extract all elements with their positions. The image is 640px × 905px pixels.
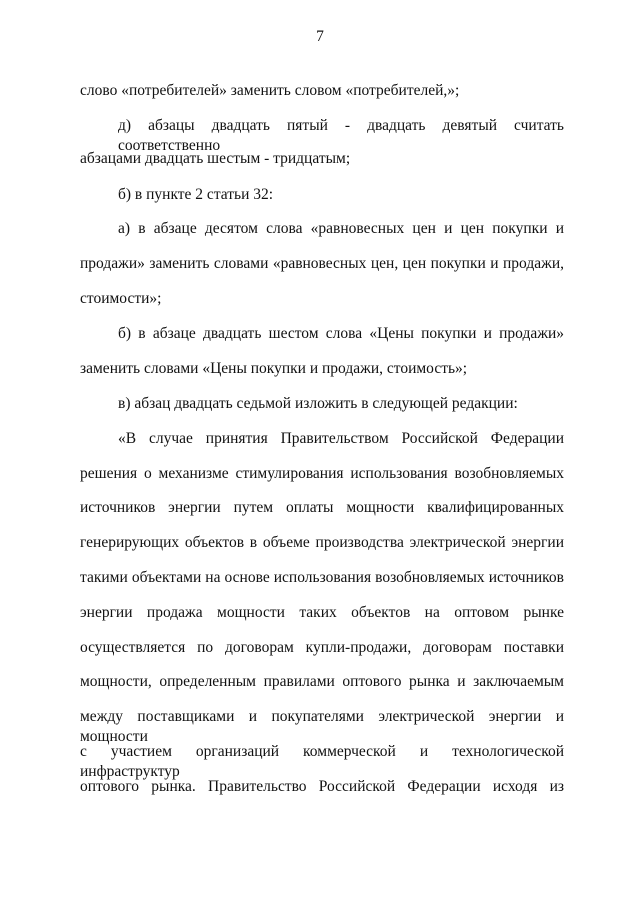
text-line: энергии продажа мощности таких объектов на оптовом рынке xyxy=(80,604,564,621)
text-line: в) абзац двадцать седьмой изложить в следующей редакции: xyxy=(118,395,518,412)
text-line: «В случае принятия Правительством Российской Федерации xyxy=(118,430,564,447)
text-line: заменить словами «Цены покупки и продажи, стоимость»; xyxy=(80,360,468,377)
text-line: абзацами двадцать шестым - тридцатым; xyxy=(80,150,351,167)
text-line: оптового рынка. Правительство Российской Федерации исходя из xyxy=(80,778,564,795)
text-line: осуществляется по договорам купли-продажи, договорам поставки xyxy=(80,639,564,656)
text-line: источников энергии путем оплаты мощности квалифицированных xyxy=(80,499,564,516)
text-line: продажи» заменить словами «равновесных цен, цен покупки и продажи, xyxy=(80,255,564,272)
text-line: б) в пункте 2 статьи 32: xyxy=(118,186,274,203)
text-line: слово «потребителей» заменить словом «потребителей,»; xyxy=(80,82,460,99)
text-line: с участием организаций коммерческой и технологической инфраструктур xyxy=(80,743,564,780)
text-line: мощности, определенным правилами оптового рынка и заключаемым xyxy=(80,673,564,690)
text-line: генерирующих объектов в объеме производства электрической энергии xyxy=(80,534,564,551)
text-line: б) в абзаце двадцать шестом слова «Цены покупки и продажи» xyxy=(118,325,564,342)
text-line: стоимости»; xyxy=(80,290,162,307)
text-line: д) абзацы двадцать пятый - двадцать девятый считать соответственно xyxy=(118,117,564,154)
text-line: между поставщиками и покупателями электрической энергии и мощности xyxy=(80,708,564,745)
text-line: а) в абзаце десятом слова «равновесных цен и цен покупки и xyxy=(118,220,564,237)
page-number: 7 xyxy=(316,28,324,45)
text-line: такими объектами на основе использования возобновляемых источников xyxy=(80,569,564,586)
text-line: решения о механизме стимулирования использования возобновляемых xyxy=(80,465,564,482)
